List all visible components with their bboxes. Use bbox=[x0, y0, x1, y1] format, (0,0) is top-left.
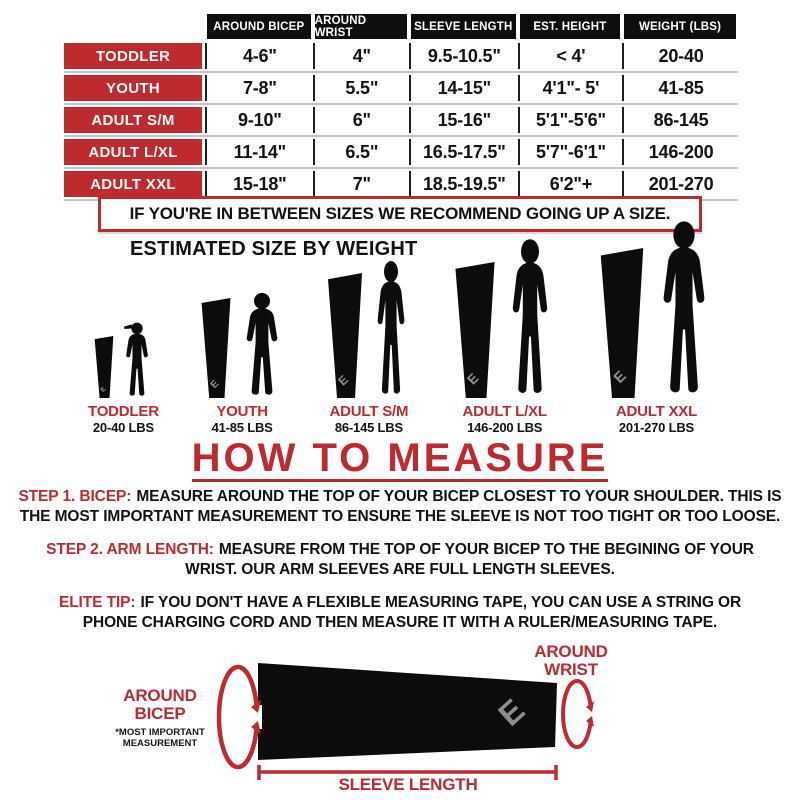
step-2-text: MEASURE FROM THE TOP OF YOUR BICEP TO THE BEGINING OF YOUR WRIST. OUR ARM SLEEVES ARE FULL LENGTH SLEEVES. bbox=[185, 541, 754, 578]
size-group-weight: 20-40 LBS bbox=[92, 420, 154, 435]
cell-weight: 201-270 bbox=[622, 171, 738, 197]
size-group-weight: 146-200 LBS bbox=[467, 420, 543, 435]
size-table bbox=[64, 14, 738, 203]
column-header-sleeve-length: SLEEVE LENGTH bbox=[411, 14, 516, 39]
cell-sleeve-length: 14-15" bbox=[409, 75, 518, 101]
cell-est-height: 6'2"+ bbox=[518, 171, 623, 197]
step-2-arm-length bbox=[29, 540, 771, 580]
adult-sm-sleeve-icon bbox=[325, 273, 365, 398]
adult-xxl-sleeve-icon bbox=[597, 248, 647, 398]
adult-sm-silhouette-icon bbox=[370, 260, 412, 398]
adult-lxl-sleeve-icon bbox=[452, 262, 498, 398]
cell-around-wrist: 5.5" bbox=[313, 75, 409, 101]
around-bicep-label: AROUND BICEP bbox=[123, 686, 197, 723]
how-to-measure-title: HOW TO MEASURE bbox=[191, 436, 609, 480]
estimated-size-title: ESTIMATED SIZE BY WEIGHT bbox=[130, 238, 418, 260]
elite-tip-label: ELITE TIP: bbox=[58, 594, 136, 611]
cell-sleeve-length: 16.5-17.5" bbox=[409, 139, 518, 165]
table-row-adult-xxl bbox=[64, 171, 738, 197]
cell-sleeve-length: 15-16" bbox=[409, 107, 518, 133]
elite-tip bbox=[47, 593, 753, 633]
size-group-name: TODDLER bbox=[88, 403, 159, 420]
size-group-weight: 86-145 LBS bbox=[334, 420, 403, 435]
column-header-weight: WEIGHT (LBS) bbox=[624, 14, 736, 39]
step-1-label: STEP 1. BICEP: bbox=[18, 488, 132, 505]
brand-e-icon: E bbox=[491, 691, 532, 733]
row-label: YOUTH bbox=[64, 75, 202, 101]
size-group-toddler bbox=[88, 322, 159, 435]
cell-est-height: 4'1"- 5' bbox=[518, 75, 623, 101]
size-group-youth bbox=[199, 292, 286, 435]
row-label: ADULT S/M bbox=[64, 107, 202, 133]
cell-weight: 41-85 bbox=[622, 75, 738, 101]
cell-est-height: < 4' bbox=[518, 43, 623, 69]
toddler-sleeve-icon bbox=[93, 336, 115, 398]
step-2-label: STEP 2. ARM LENGTH: bbox=[46, 541, 214, 558]
sleeve-length-label: SLEEVE LENGTH bbox=[338, 775, 478, 794]
column-header-est-height: EST. HEIGHT bbox=[520, 14, 621, 39]
toddler-silhouette-icon bbox=[120, 322, 154, 398]
cell-around-bicep: 4-6" bbox=[205, 43, 313, 69]
youth-silhouette-icon bbox=[238, 292, 286, 398]
size-group-name: ADULT L/XL bbox=[462, 403, 547, 420]
cell-around-bicep: 9-10" bbox=[205, 107, 313, 133]
column-header-around-wrist: AROUND WRIST bbox=[315, 14, 407, 39]
size-group-name: ADULT XXL bbox=[615, 403, 698, 420]
row-label: ADULT XXL bbox=[64, 171, 202, 197]
table-row-youth bbox=[64, 75, 738, 101]
size-group-weight: 41-85 LBS bbox=[211, 420, 273, 435]
cell-around-wrist: 6.5" bbox=[313, 139, 409, 165]
cell-sleeve-length: 18.5-19.5" bbox=[409, 171, 518, 197]
size-group-adult-sm bbox=[325, 260, 412, 435]
column-header-around-bicep: AROUND BICEP bbox=[207, 14, 311, 39]
cell-around-bicep: 15-18" bbox=[205, 171, 313, 197]
size-group-weight: 201-270 LBS bbox=[618, 420, 695, 435]
size-group-adult-lxl bbox=[452, 238, 557, 435]
size-group-name: YOUTH bbox=[216, 403, 268, 420]
row-label: TODDLER bbox=[64, 43, 202, 69]
cell-sleeve-length: 9.5-10.5" bbox=[409, 43, 518, 69]
cell-around-wrist: 6" bbox=[313, 107, 409, 133]
measuring-steps bbox=[10, 487, 790, 646]
step-1-bicep bbox=[10, 487, 790, 527]
cell-around-bicep: 7-8" bbox=[205, 75, 313, 101]
cell-est-height: 5'7"-6'1" bbox=[518, 139, 623, 165]
step-1-text: MEASURE AROUND THE TOP OF YOUR BICEP CLOSEST TO YOUR SHOULDER. THIS IS THE MOST IMPORTANT MEASUREMENT TO ENSURE THE SLEEVE IS NOT TOO TIGHT OR TOO LOOSE. bbox=[19, 488, 782, 525]
cell-est-height: 5'1"-5'6" bbox=[518, 107, 623, 133]
measuring-diagram bbox=[0, 635, 800, 800]
table-row-adult-sm bbox=[64, 107, 738, 133]
cell-weight: 86-145 bbox=[622, 107, 738, 133]
adult-xxl-silhouette-icon bbox=[652, 220, 716, 398]
bicep-measure-circle-icon bbox=[219, 667, 262, 767]
most-important-note: *MOST IMPORTANT MEASUREMENT bbox=[115, 727, 205, 749]
table-corner bbox=[64, 14, 205, 39]
cell-weight: 146-200 bbox=[622, 139, 738, 165]
size-group-adult-xxl bbox=[597, 220, 716, 435]
row-label: ADULT L/XL bbox=[64, 139, 202, 165]
between-sizes-note-text: IF YOU'RE IN BETWEEN SIZES WE RECOMMEND GOING UP A SIZE. bbox=[129, 204, 671, 223]
toddler-cap-icon bbox=[124, 324, 132, 329]
size-silhouettes bbox=[88, 227, 716, 435]
cell-around-bicep: 11-14" bbox=[205, 139, 313, 165]
size-group-name: ADULT S/M bbox=[329, 403, 409, 420]
table-row-adult-lxl bbox=[64, 139, 738, 165]
table-row-toddler bbox=[64, 43, 738, 69]
youth-sleeve-icon bbox=[199, 298, 233, 398]
adult-lxl-silhouette-icon bbox=[503, 238, 557, 398]
cell-weight: 20-40 bbox=[622, 43, 738, 69]
cell-around-wrist: 4" bbox=[313, 43, 409, 69]
cell-around-wrist: 7" bbox=[313, 171, 409, 197]
wrist-measure-circle-icon bbox=[563, 681, 596, 747]
table-header-row bbox=[64, 14, 738, 39]
elite-tip-text: IF YOU DON'T HAVE A FLEXIBLE MEASURING TAPE, YOU CAN USE A STRING OR PHONE CHARGING CORD AND THEN MEASURE IT WITH A RULER/MEASURING TAPE. bbox=[82, 594, 742, 631]
around-wrist-label: AROUND WRIST bbox=[534, 642, 608, 679]
